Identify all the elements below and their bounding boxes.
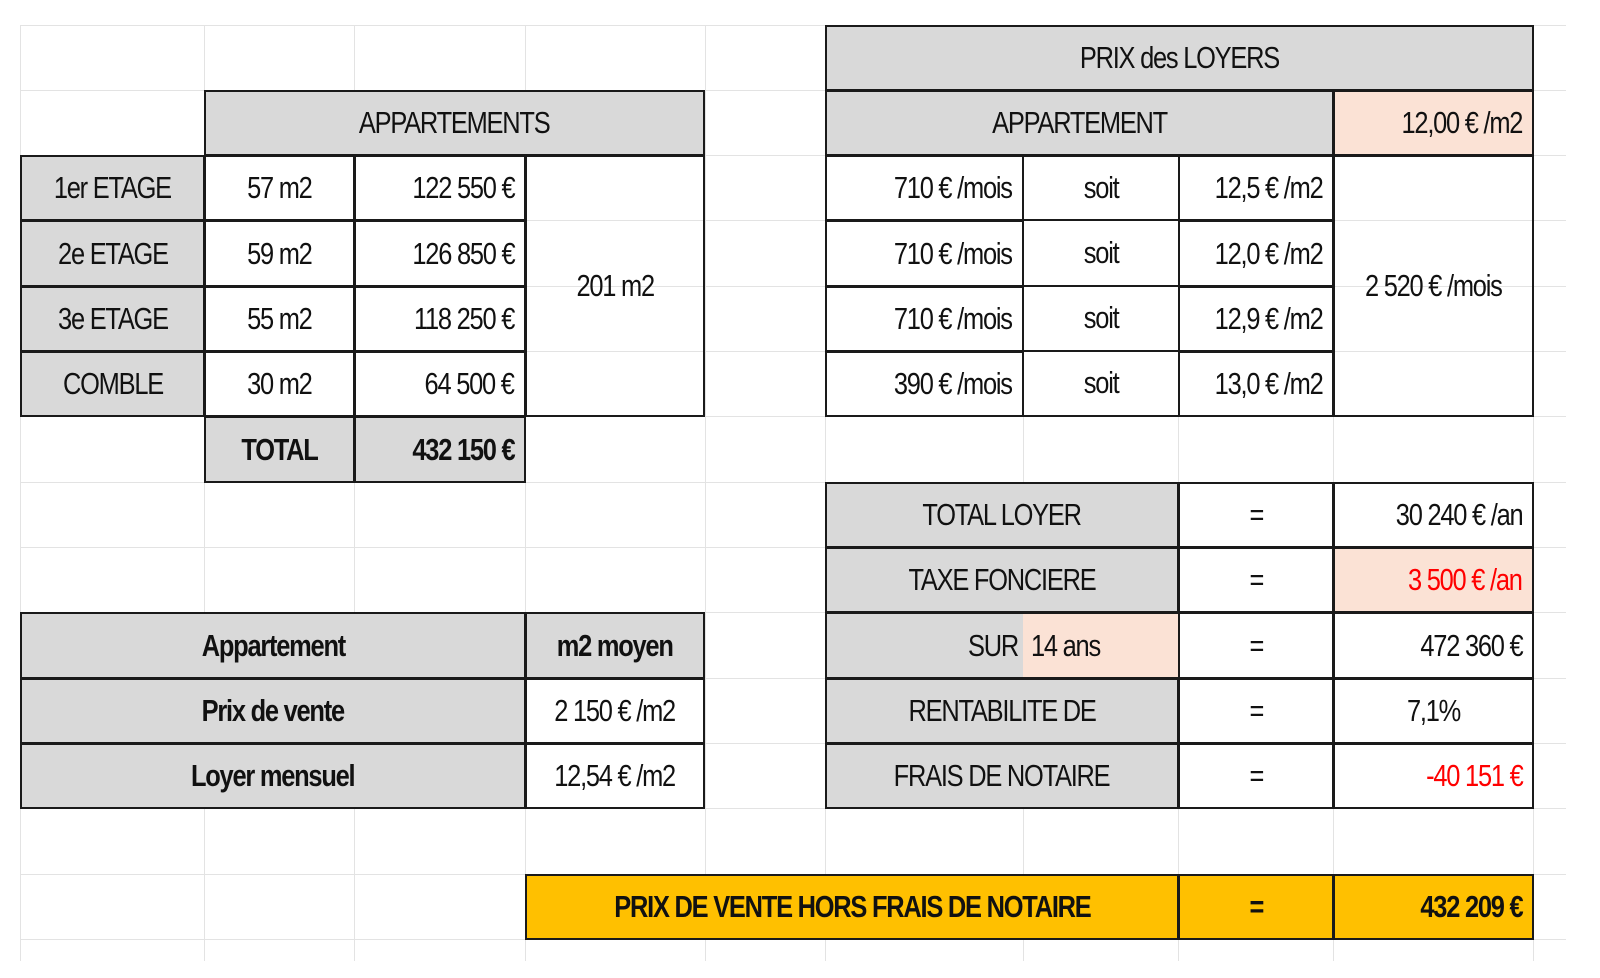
average-rent-cell[interactable]: 12,54 € /m2 <box>525 743 705 809</box>
soit-cell: soit <box>1023 286 1179 352</box>
summary-label-cell[interactable]: TOTAL LOYER <box>825 482 1179 548</box>
price-cell[interactable]: 118 250 € <box>354 286 526 352</box>
total-price-cell[interactable]: 432 150 € <box>354 416 526 483</box>
soit-cell: soit <box>1023 351 1179 417</box>
average-sale-price-cell[interactable]: 2 150 € /m2 <box>525 678 705 744</box>
cumulative-rent-value-cell[interactable]: 472 360 € <box>1333 612 1534 679</box>
profitability-value-cell[interactable]: 7,1% <box>1333 678 1534 744</box>
averages-header-label[interactable]: Appartement <box>20 612 526 679</box>
rent-per-m2-cell[interactable]: 13,0 € /m2 <box>1178 351 1334 417</box>
price-cell[interactable]: 122 550 € <box>354 155 526 221</box>
years-input-cell[interactable]: 14 ans <box>1023 612 1179 679</box>
area-cell[interactable]: 30 m2 <box>204 351 355 417</box>
price-cell[interactable]: 126 850 € <box>354 220 526 287</box>
floor-cell[interactable]: 2e ETAGE <box>20 220 205 287</box>
rent-per-m2-cell[interactable]: 12,0 € /m2 <box>1178 220 1334 287</box>
floor-cell[interactable]: 3e ETAGE <box>20 286 205 352</box>
area-cell[interactable]: 55 m2 <box>204 286 355 352</box>
rents-title[interactable]: PRIX des LOYERS <box>825 25 1534 91</box>
total-area-cell[interactable]: 201 m2 <box>525 155 705 417</box>
summary-equals-cell: = <box>1178 743 1334 809</box>
monthly-rent-cell[interactable]: 710 € /mois <box>825 220 1024 287</box>
average-label-cell[interactable]: Loyer mensuel <box>20 743 526 809</box>
soit-cell: soit <box>1023 155 1179 221</box>
summary-label-cell[interactable]: TAXE FONCIERE <box>825 547 1179 613</box>
notary-fees-value-cell[interactable]: -40 151 € <box>1333 743 1534 809</box>
soit-cell: soit <box>1023 220 1179 287</box>
price-cell[interactable]: 64 500 € <box>354 351 526 417</box>
monthly-rent-cell[interactable]: 710 € /mois <box>825 286 1024 352</box>
final-equals-cell: = <box>1178 874 1334 940</box>
average-label-cell[interactable]: Prix de vente <box>20 678 526 744</box>
summary-equals-cell: = <box>1178 547 1334 613</box>
summary-equals-cell: = <box>1178 482 1334 548</box>
property-tax-input-cell[interactable]: 3 500 € /an <box>1333 547 1534 613</box>
rate-input-cell[interactable]: 12,00 € /m2 <box>1333 90 1534 156</box>
total-rent-value-cell[interactable]: 30 240 € /an <box>1333 482 1534 548</box>
area-cell[interactable]: 59 m2 <box>204 220 355 287</box>
rent-per-m2-cell[interactable]: 12,5 € /m2 <box>1178 155 1334 221</box>
rent-per-m2-cell[interactable]: 12,9 € /m2 <box>1178 286 1334 352</box>
appartement-label-cell[interactable]: APPARTEMENT <box>825 90 1334 156</box>
area-cell[interactable]: 57 m2 <box>204 155 355 221</box>
total-monthly-rent-cell[interactable]: 2 520 € /mois <box>1333 155 1534 417</box>
final-price-label-cell[interactable]: PRIX DE VENTE HORS FRAIS DE NOTAIRE <box>525 874 1179 940</box>
apartments-header[interactable]: APPARTEMENTS <box>204 90 705 156</box>
floor-cell[interactable]: COMBLE <box>20 351 205 417</box>
summary-label-cell[interactable]: SUR <box>825 612 1024 679</box>
monthly-rent-cell[interactable]: 710 € /mois <box>825 155 1024 221</box>
total-label-cell[interactable]: TOTAL <box>204 416 355 483</box>
monthly-rent-cell[interactable]: 390 € /mois <box>825 351 1024 417</box>
averages-header-value[interactable]: m2 moyen <box>525 612 705 679</box>
floor-cell[interactable]: 1er ETAGE <box>20 155 205 221</box>
final-price-value-cell[interactable]: 432 209 € <box>1333 874 1534 940</box>
summary-label-cell[interactable]: RENTABILITE DE <box>825 678 1179 744</box>
summary-label-cell[interactable]: FRAIS DE NOTAIRE <box>825 743 1179 809</box>
summary-equals-cell: = <box>1178 612 1334 679</box>
summary-equals-cell: = <box>1178 678 1334 744</box>
